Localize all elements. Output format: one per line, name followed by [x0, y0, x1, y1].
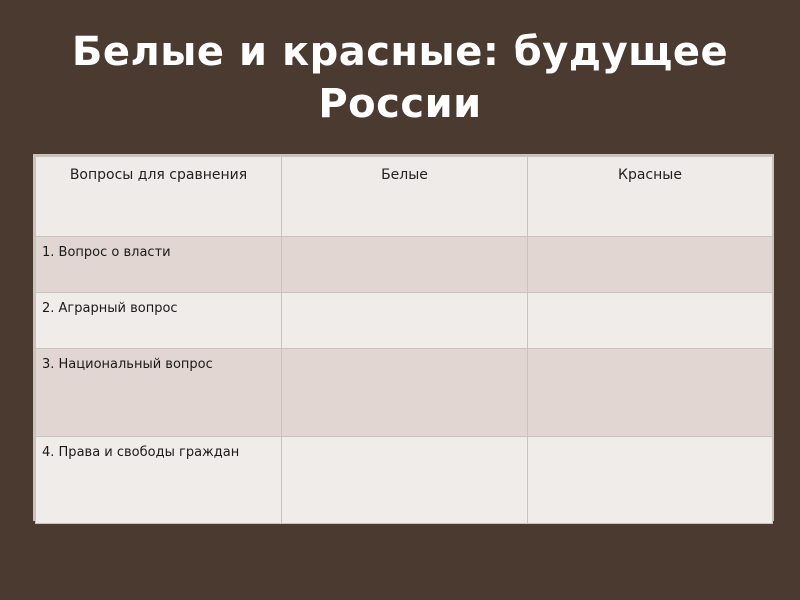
white-cell[interactable] — [282, 237, 528, 293]
red-cell[interactable] — [528, 349, 773, 437]
slide-title-line-2: России — [318, 81, 482, 127]
red-cell[interactable] — [528, 437, 773, 524]
table-row — [36, 349, 773, 437]
red-cell[interactable] — [528, 293, 773, 349]
white-cell[interactable] — [282, 293, 528, 349]
table-row — [36, 437, 773, 524]
table-row — [36, 293, 773, 349]
slide-title — [0, 26, 800, 130]
slide-title-line-1: Белые и красные: будущее — [71, 29, 729, 75]
header-white: Белые — [282, 157, 528, 237]
white-cell[interactable] — [282, 349, 528, 437]
header-questions: Вопросы для сравнения — [36, 157, 282, 237]
comparison-table — [33, 154, 774, 521]
header-red: Красные — [528, 157, 773, 237]
question-cell: 4. Права и свободы граждан — [36, 437, 282, 524]
question-cell: 1. Вопрос о власти — [36, 237, 282, 293]
question-cell: 2. Аграрный вопрос — [36, 293, 282, 349]
red-cell[interactable] — [528, 237, 773, 293]
white-cell[interactable] — [282, 437, 528, 524]
table-row — [36, 237, 773, 293]
question-cell: 3. Национальный вопрос — [36, 349, 282, 437]
table-header-row — [36, 157, 773, 237]
